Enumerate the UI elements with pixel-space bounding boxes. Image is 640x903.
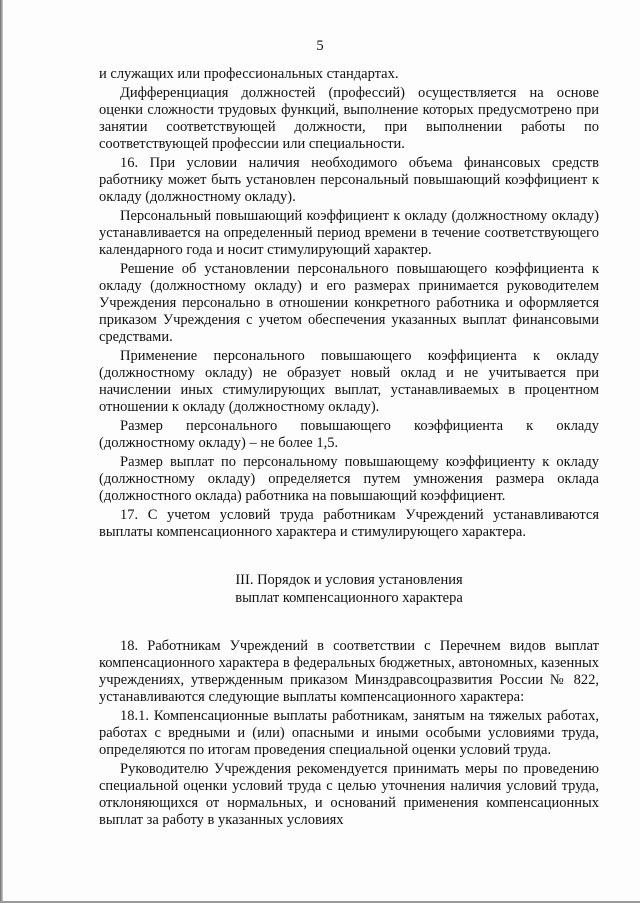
- paragraph: Размер выплат по персональному повышающему коэффициенту к окладу (должностному окладу) определяется путем умножения размера оклада (должностного оклада) работника на повышающий коэффициент.: [99, 454, 599, 504]
- paragraph: Дифференциация должностей (профессий) осуществляется на основе оценки сложности трудовых функций, выполнение которых предусмотрено при занятии соответствующей должности, при выполнении работы по соответствующей профессии или специальности.: [99, 85, 599, 152]
- paragraph: Персональный повышающий коэффициент к окладу (должностному окладу) устанавливается на определенный период времени в течение соответствующего календарного года и носит стимулирующий характер.: [99, 208, 599, 258]
- page-number: 5: [316, 38, 324, 54]
- paragraph: 18. Работникам Учреждений в соответствии с Перечнем видов выплат компенсационного характера в федеральных бюджетных, автономных, казенных учреждениях, утвержденным приказом Минздравсоцразвития России № 822, устанавливаются следующие выплаты компенсационного характера:: [99, 638, 599, 705]
- section-title: [99, 571, 599, 607]
- paragraph: 16. При условии наличия необходимого объема финансовых средств работнику может быть установлен персональный повышающий коэффициент к окладу (должностному окладу).: [99, 155, 599, 205]
- scan-edge-left: [0, 0, 3, 903]
- paragraph: Руководителю Учреждения рекомендуется принимать меры по проведению специальной оценки условий труда с целью уточнения наличия условий труда, отклоняющихся от нормальных, и оснований применения компенсационных выплат за работу в указанных условиях: [99, 761, 599, 828]
- paragraph: Применение персонального повышающего коэффициента к окладу (должностному окладу) не образует новый оклад и не учитывается при начислении иных стимулирующих выплат, устанавливаемых в процентном отношении к окладу (должностному окладу).: [99, 348, 599, 415]
- paragraph: 18.1. Компенсационные выплаты работникам, занятым на тяжелых работах, работах с вредными и (или) опасными и иными особыми условиями труда, определяются по итогам проведения специальной оценки условий труда.: [99, 708, 599, 758]
- paragraph: Решение об установлении персонального повышающего коэффициента к окладу (должностному окладу) и его размерах принимается руководителем Учреждения персонально в отношении конкретного работника и оформляется приказом Учреждения с учетом обеспечения указанных выплат финансовыми средствами.: [99, 261, 599, 345]
- paragraph: 17. С учетом условий труда работникам Учреждений устанавливаются выплаты компенсационного характера и стимулирующего характера.: [99, 507, 599, 540]
- paragraph: Размер персонального повышающего коэффициента к окладу (должностному окладу) – не более 1,5.: [99, 418, 599, 451]
- section-title-line: III. Порядок и условия установления: [235, 572, 463, 588]
- section-title-line: выплат компенсационного характера: [235, 590, 463, 606]
- document-body: [99, 66, 599, 831]
- paragraph: и служащих или профессиональных стандартах.: [99, 66, 399, 82]
